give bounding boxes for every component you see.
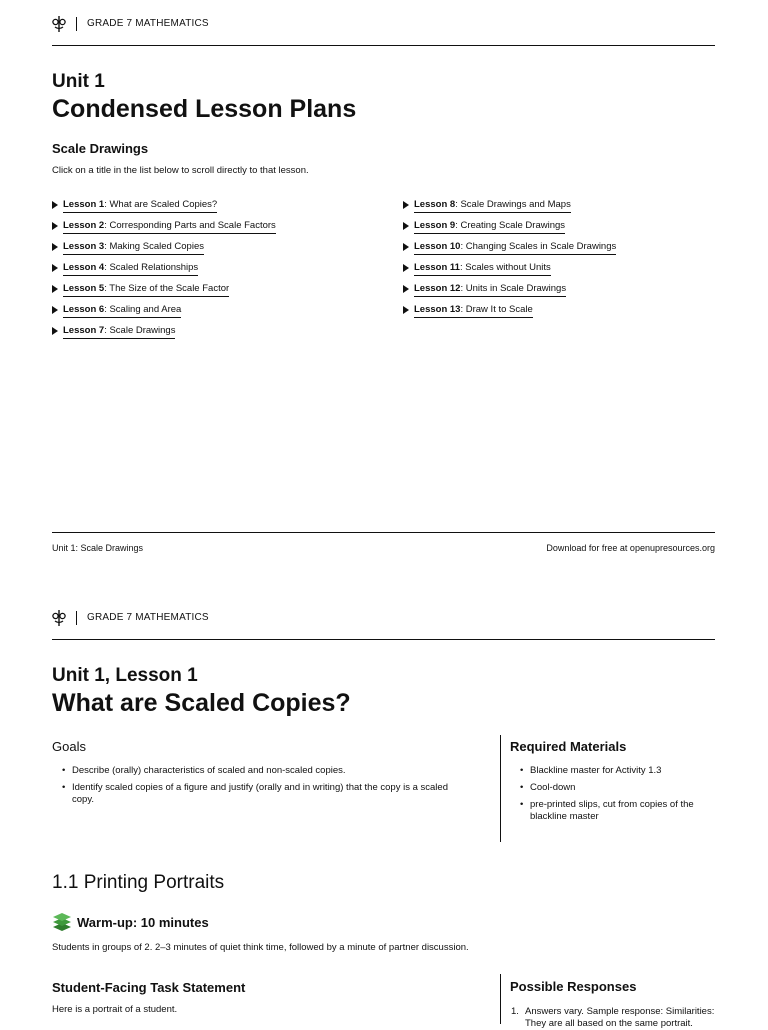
goals-list: [62, 765, 472, 811]
goals-heading: Goals: [52, 739, 86, 754]
responses-list: [511, 1006, 726, 1030]
materials-list: [520, 765, 720, 828]
triangle-right-icon: [403, 222, 409, 230]
lesson-link[interactable]: [63, 220, 276, 234]
lesson-link[interactable]: [414, 199, 571, 213]
footer-rule: [52, 532, 715, 533]
lesson-link[interactable]: [414, 283, 566, 297]
triangle-right-icon: [52, 327, 58, 335]
page-title: Condensed Lesson Plans: [52, 95, 357, 123]
lesson-title: : The Size of the Scale Factor: [104, 283, 230, 294]
lesson-link[interactable]: [63, 262, 198, 276]
lesson-number: Lesson 12: [414, 283, 461, 294]
lesson-number: Lesson 2: [63, 220, 105, 231]
lesson-title: : Scale Drawings and Maps: [455, 199, 571, 210]
material-item: • Cool-down: [520, 782, 720, 794]
triangle-right-icon: [403, 243, 409, 251]
lesson-title: : What are Scaled Copies?: [104, 199, 218, 210]
triangle-right-icon: [403, 201, 409, 209]
column-divider: [500, 735, 501, 842]
lesson-title: : Scale Drawings: [104, 325, 176, 336]
lesson-number: Lesson 3: [63, 241, 105, 252]
lesson-link[interactable]: [63, 325, 175, 339]
lesson-link[interactable]: [63, 283, 229, 297]
lesson-number: Lesson 8: [414, 199, 456, 210]
goal-item: • Identify scaled copies of a figure and justify (orally and in writing) that the copy is a scaled copy.: [62, 782, 472, 806]
triangle-right-icon: [403, 264, 409, 272]
lesson-number: Lesson 10: [414, 241, 461, 252]
task-heading: Student-Facing Task Statement: [52, 980, 246, 995]
lesson-unit-label: Unit 1, Lesson 1: [52, 665, 198, 686]
lesson-title: : Making Scaled Copies: [104, 241, 204, 252]
lesson-title: : Corresponding Parts and Scale Factors: [104, 220, 276, 231]
lesson-number: Lesson 1: [63, 199, 105, 210]
material-item: • Blackline master for Activity 1.3: [520, 765, 720, 777]
lesson-number: Lesson 11: [414, 262, 460, 273]
column-divider: [500, 974, 501, 1024]
task-text: Here is a portrait of a student.: [52, 1004, 178, 1015]
lesson-number: Lesson 9: [414, 220, 456, 231]
activity-title: 1.1 Printing Portraits: [52, 872, 225, 893]
materials-heading: Required Materials: [510, 739, 627, 754]
header-rule: [52, 639, 715, 640]
triangle-right-icon: [52, 222, 58, 230]
header-divider: [76, 611, 77, 625]
triangle-right-icon: [52, 201, 58, 209]
lesson-number: Lesson 7: [63, 325, 105, 336]
triangle-right-icon: [403, 306, 409, 314]
response-text: Answers vary. Sample response: Similarities: They are all based on the same portrait.: [525, 1006, 715, 1029]
response-item: [511, 1006, 726, 1030]
lesson-title: : Scales without Units: [459, 262, 551, 273]
lesson-title: : Scaling and Area: [104, 304, 182, 315]
unit-label: Unit 1: [52, 71, 105, 92]
header-rule: [52, 45, 715, 46]
warmup-description: Students in groups of 2. 2–3 minutes of quiet think time, followed by a minute of partner discussion.: [52, 942, 469, 953]
course-title: GRADE 7 MATHEMATICS: [87, 612, 209, 623]
lesson-number: Lesson 13: [414, 304, 461, 315]
lesson-number: Lesson 5: [63, 283, 105, 294]
lesson-title: : Draw It to Scale: [460, 304, 533, 315]
material-item: • pre-printed slips, cut from copies of the blackline master: [520, 799, 720, 823]
lesson-title: What are Scaled Copies?: [52, 689, 351, 717]
response-number: 1.: [511, 1006, 519, 1017]
warmup-label: Warm-up: 10 minutes: [77, 915, 209, 930]
course-title: GRADE 7 MATHEMATICS: [87, 18, 209, 29]
stacked-layers-icon: [52, 911, 72, 933]
lesson-link[interactable]: [63, 241, 204, 255]
lesson-number: Lesson 4: [63, 262, 105, 273]
instruction-text: Click on a title in the list below to scroll directly to that lesson.: [52, 165, 309, 176]
lesson-title: : Changing Scales in Scale Drawings: [460, 241, 617, 252]
lesson-number: Lesson 6: [63, 304, 105, 315]
footer-unit: Unit 1: Scale Drawings: [52, 543, 144, 553]
triangle-right-icon: [52, 243, 58, 251]
openup-logo-icon: [52, 610, 66, 626]
lesson-link[interactable]: [63, 199, 217, 213]
header-divider: [76, 17, 77, 31]
lesson-link[interactable]: [63, 304, 181, 318]
triangle-right-icon: [52, 264, 58, 272]
lesson-link[interactable]: [414, 220, 565, 234]
openup-logo-icon: [52, 16, 66, 32]
lesson-title: : Creating Scale Drawings: [455, 220, 566, 231]
lesson-title: : Scaled Relationships: [104, 262, 199, 273]
lesson-link[interactable]: [414, 262, 551, 276]
goal-item: • Describe (orally) characteristics of scaled and non-scaled copies.: [62, 765, 472, 777]
lesson-link[interactable]: [414, 304, 533, 318]
triangle-right-icon: [52, 285, 58, 293]
lesson-title: : Units in Scale Drawings: [460, 283, 567, 294]
triangle-right-icon: [52, 306, 58, 314]
footer-download-link[interactable]: Download for free at openupresources.org: [546, 543, 715, 553]
responses-heading: Possible Responses: [510, 979, 637, 994]
unit-section-title: Scale Drawings: [52, 141, 149, 156]
triangle-right-icon: [403, 285, 409, 293]
lesson-link[interactable]: [414, 241, 616, 255]
